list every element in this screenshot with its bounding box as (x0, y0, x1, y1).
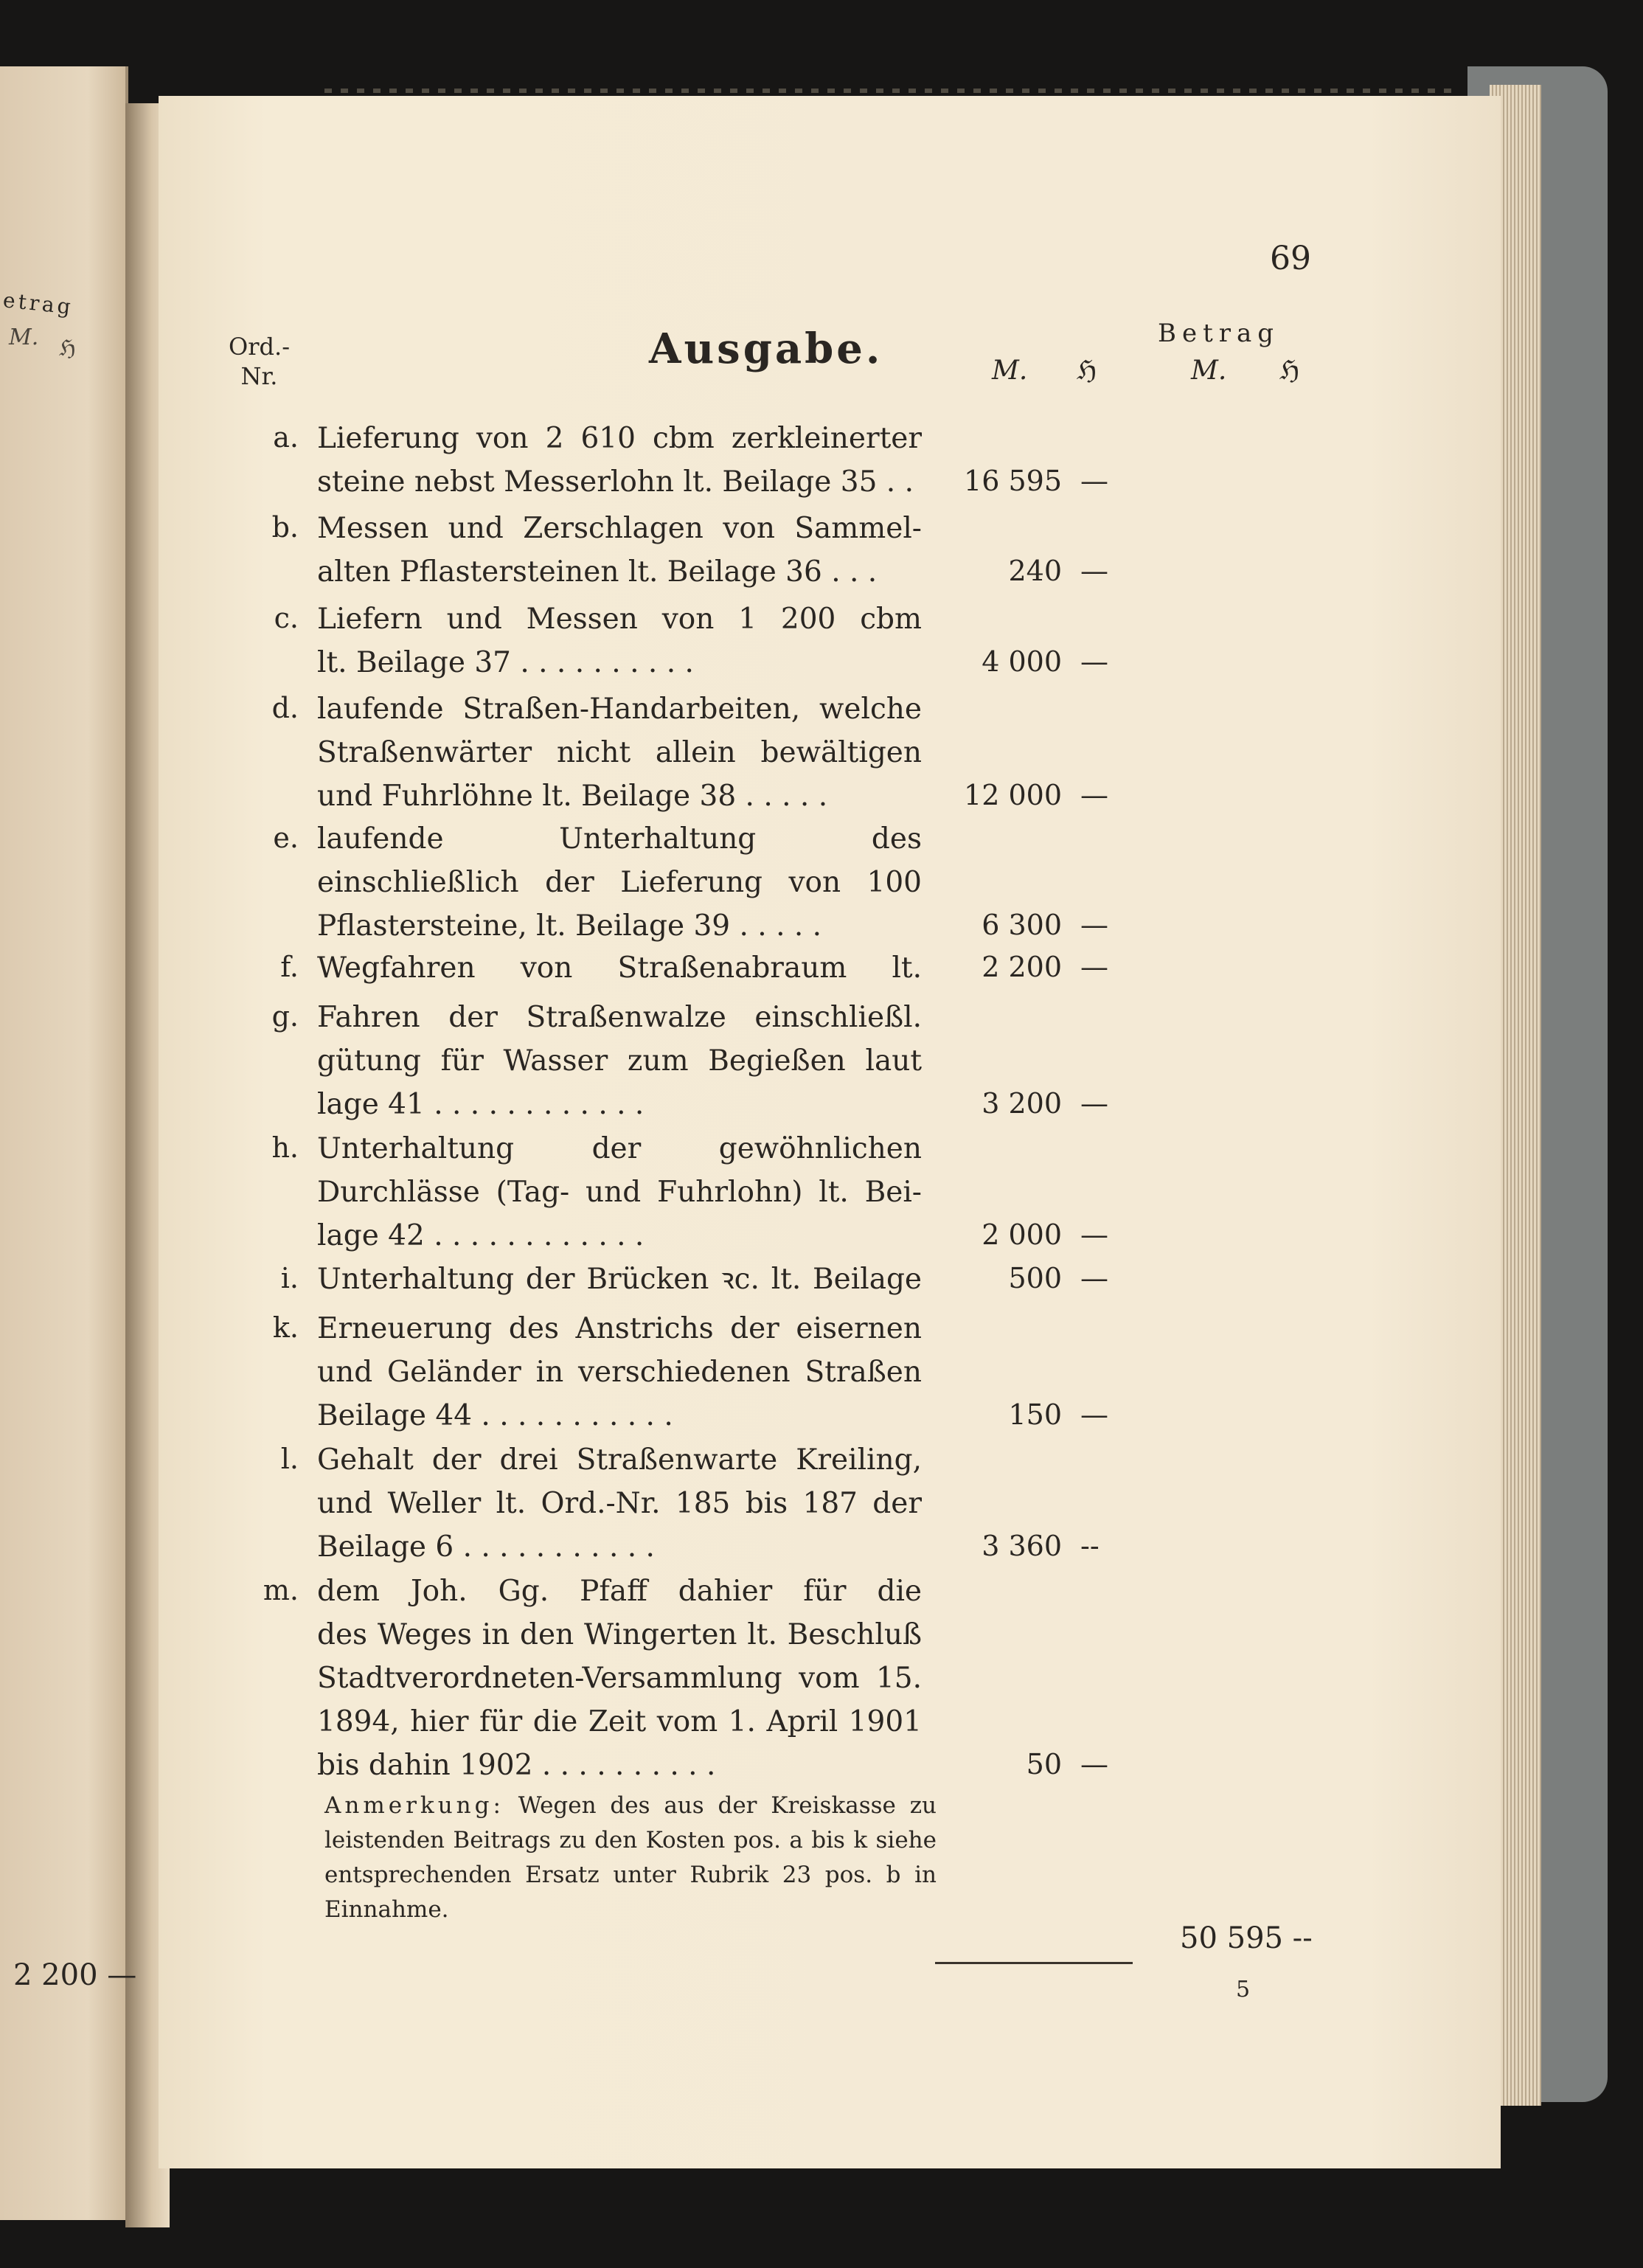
entry-letter: g. (271, 1000, 299, 1033)
entry-pfennig-dash: — (1080, 779, 1108, 811)
pfennig-heading-1: ℌ (1077, 356, 1097, 386)
entry-letter: h. (271, 1131, 299, 1164)
entry-pfennig-dash: — (1080, 645, 1108, 678)
entry-letter: i. (280, 1262, 299, 1294)
entry-text (317, 1307, 922, 1438)
entry-text (317, 817, 922, 948)
entry-letter: k. (272, 1311, 299, 1344)
entry-amount: 6 300 (982, 909, 1062, 941)
pfennig-heading-2: ℌ (1279, 356, 1300, 386)
ord-nr-heading (229, 332, 290, 391)
entry-line: lt. Beilage 37 . . . . . . . . . . (317, 646, 694, 679)
currency-heading-2: M. (1191, 356, 1227, 386)
entry-pfennig-dash: — (1080, 465, 1108, 497)
entry-text (317, 996, 922, 1126)
entry-pfennig-dash: — (1080, 1218, 1108, 1251)
entry-line: Gehalt der drei Straßenwarte Kreiling, (317, 1443, 922, 1477)
note-label: Anmerkung: (324, 1792, 504, 1819)
entry-line: Unterhaltung der Brücken ꝛc. lt. Beilage (317, 1263, 922, 1296)
left-page (0, 66, 128, 2220)
entry-pfennig-dash: — (1080, 909, 1108, 941)
entry-letter: m. (263, 1574, 299, 1606)
entry-amount: 12 000 (964, 779, 1062, 811)
entry-text (317, 1258, 922, 1301)
entry-line: Erneuerung des Anstrichs der eisernen (317, 1312, 922, 1345)
entry-letter: b. (271, 511, 299, 544)
entry-line: Beilage 6 . . . . . . . . . . . (317, 1530, 655, 1564)
entry-line: Durchlässe (Tag- und Fuhrlohn) lt. Bei- (317, 1176, 922, 1209)
section-title: Ausgabe. (649, 325, 883, 373)
entry-letter: d. (271, 692, 299, 724)
entry-amount: 240 (1008, 555, 1062, 587)
sum-rule (935, 1962, 1133, 1964)
total-amount: 50 595 -- (1180, 1921, 1313, 1955)
entry-line: und Weller lt. Ord.-Nr. 185 bis 187 der (317, 1487, 922, 1520)
entry-text (317, 507, 922, 594)
entry-line: lage 42 . . . . . . . . . . . . (317, 1219, 645, 1252)
entry-line: alten Pflastersteinen lt. Beilage 36 . . . (317, 555, 878, 589)
entry-line: steine nebst Messerlohn lt. Beilage 35 . . (317, 465, 914, 499)
entry-amount: 2 000 (982, 1218, 1062, 1251)
entry-amount: 3 360 (982, 1530, 1062, 1562)
left-page-pfennig: ℌ (59, 336, 76, 361)
note-line: Wegen des aus der Kreiskasse zu (518, 1792, 937, 1819)
ord-label-line2: Nr. (240, 362, 278, 390)
entry-letter: l. (280, 1443, 299, 1475)
entry-pfennig-dash: — (1080, 1087, 1108, 1120)
entry-line: bis dahin 1902 . . . . . . . . . . (317, 1749, 716, 1782)
entry-letter: f. (280, 951, 299, 983)
entry-amount: 2 200 (982, 951, 1062, 983)
entry-text (317, 597, 922, 684)
signature-mark: 5 (1236, 1977, 1251, 2002)
page-number: 69 (1270, 240, 1311, 277)
entry-line: 1894, hier für die Zeit vom 1. April 1901 (317, 1705, 922, 1738)
entry-line: Wegfahren von Straßenabraum lt. (317, 951, 922, 985)
entry-line: Fahren der Straßenwalze einschließl. (317, 1001, 922, 1034)
entry-text (317, 946, 922, 990)
entry-line: dem Joh. Gg. Pfaff dahier für die (317, 1575, 922, 1608)
note-line: leistenden Beitrags zu den Kosten pos. a bis k siehe (324, 1827, 937, 1853)
binding-stitch (324, 89, 1460, 93)
entry-line: Liefern und Messen von 1 200 cbm (317, 603, 922, 636)
betrag-heading: Betrag (1158, 319, 1280, 348)
annotation-note (324, 1789, 937, 1927)
entry-line: lage 41 . . . . . . . . . . . . (317, 1088, 645, 1121)
entry-line: und Geländer in verschiedenen Straßen (317, 1356, 922, 1389)
entry-pfennig-dash: — (1080, 1748, 1108, 1780)
entry-line: Messen und Zerschlagen von Sammel- (317, 512, 922, 545)
entry-line: gütung für Wasser zum Begießen laut (317, 1044, 922, 1078)
entry-text (317, 417, 922, 504)
entry-line: Pflastersteine, lt. Beilage 39 . . . . . (317, 909, 822, 943)
entry-line: Lieferung von 2 610 cbm zerkleinerter (317, 422, 922, 455)
entry-line: einschließlich der Lieferung von 100 (317, 866, 922, 899)
entry-line: laufende Straßen-Handarbeiten, welche (317, 693, 922, 726)
left-page-betrag-fragment: etrag (1, 288, 75, 319)
entry-text (317, 1438, 922, 1569)
entry-amount: 50 (1026, 1748, 1062, 1780)
entry-pfennig-dash: — (1080, 1398, 1108, 1431)
note-line: Einnahme. (324, 1896, 449, 1923)
entry-letter: c. (274, 602, 299, 634)
entry-amount: 16 595 (964, 465, 1062, 497)
entry-pfennig-dash: — (1080, 1262, 1108, 1294)
entry-amount: 500 (1008, 1262, 1062, 1294)
ord-label-line1: Ord.- (229, 333, 290, 361)
entry-pfennig-dash: -- (1080, 1530, 1100, 1562)
entry-amount: 150 (1008, 1398, 1062, 1431)
left-page-currency: M. (9, 325, 39, 350)
entry-text (317, 687, 922, 818)
entry-line: und Fuhrlöhne lt. Beilage 38 . . . . . (317, 780, 828, 813)
entry-pfennig-dash: — (1080, 555, 1108, 587)
currency-heading-1: M. (992, 356, 1028, 386)
entry-line: Stadtverordneten-Versammlung vom 15. (317, 1662, 922, 1695)
entry-pfennig-dash: — (1080, 951, 1108, 983)
entry-text (317, 1127, 922, 1258)
note-line: entsprechenden Ersatz unter Rubrik 23 pos. b in (324, 1862, 937, 1888)
entry-letter: a. (273, 421, 299, 454)
left-page-amount: 2 200 — (13, 1958, 137, 1992)
entry-line: Beilage 44 . . . . . . . . . . . (317, 1399, 673, 1432)
entry-amount: 3 200 (982, 1087, 1062, 1120)
entry-letter: e. (273, 822, 299, 854)
entry-text (317, 1570, 922, 1787)
entry-line: des Weges in den Wingerten lt. Beschluß (317, 1618, 922, 1651)
entry-line: laufende Unterhaltung des (317, 822, 922, 856)
entry-line: Unterhaltung der gewöhnlichen (317, 1132, 922, 1165)
entry-line: Straßenwärter nicht allein bewältigen (317, 736, 922, 769)
entry-amount: 4 000 (982, 645, 1062, 678)
